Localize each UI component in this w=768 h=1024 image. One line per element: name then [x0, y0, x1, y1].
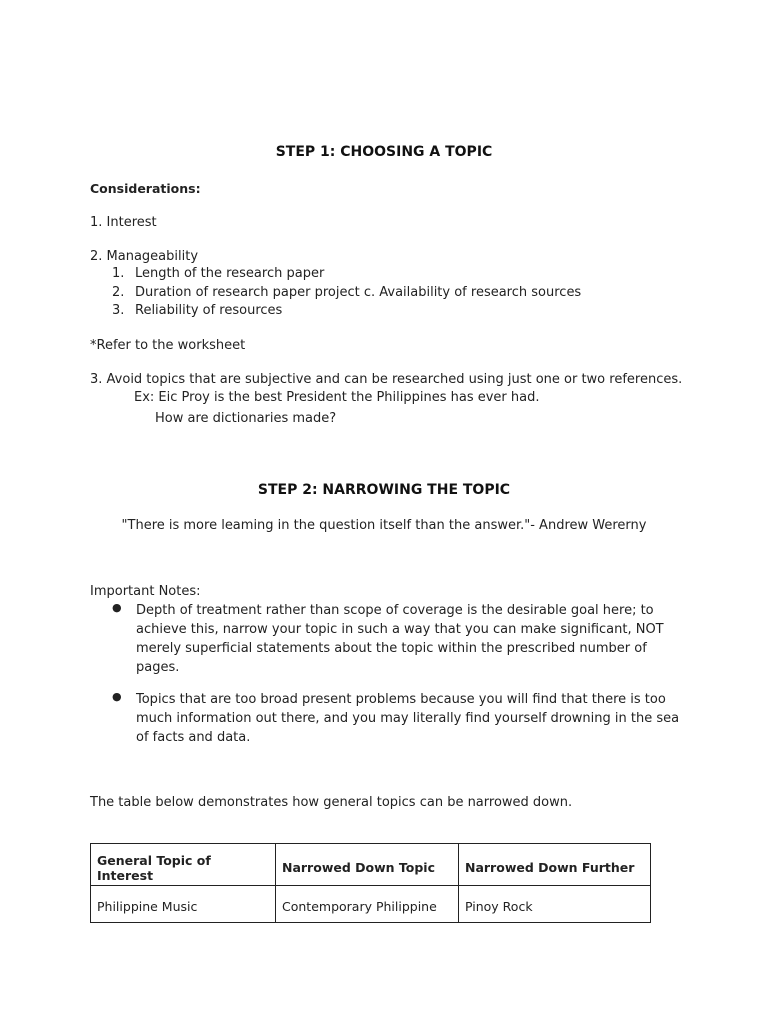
important-notes-label: Important Notes:: [90, 584, 201, 599]
bullet-icon: ●: [112, 690, 122, 703]
consideration-interest: 1. Interest: [90, 215, 157, 230]
table-header-row: [91, 844, 651, 886]
subitem-text: Length of the research paper: [135, 266, 325, 281]
table-cell: Philippine Music: [91, 886, 276, 923]
worksheet-note: *Refer to the worksheet: [90, 338, 246, 353]
topics-table: [90, 843, 651, 923]
step1-title: STEP 1: CHOOSING A TOPIC: [275, 144, 493, 160]
note-text: Topics that are too broad present problems because you will find that there is too much information out there, and you may literally find yourself drowning in the sea of facts and data.: [136, 692, 680, 745]
example-line-1: Ex: Eic Proy is the best President the Philippines has ever had.: [134, 390, 540, 405]
subitem-number: 3.: [112, 303, 125, 318]
considerations-label: Considerations:: [90, 181, 201, 196]
table-header-cell: Narrowed Down Further: [459, 844, 651, 886]
example-line-2: How are dictionaries made?: [155, 411, 337, 426]
table-header-cell: General Topic of Interest: [91, 844, 276, 886]
table-header-cell: Narrowed Down Topic: [276, 844, 459, 886]
note-bullet: [112, 690, 682, 747]
table-row: [91, 886, 651, 923]
consideration-manageability: 2. Manageability: [90, 249, 199, 264]
subitem-text: Duration of research paper project c. Availability of research sources: [135, 285, 582, 300]
subitem-text: Reliability of resources: [135, 303, 283, 318]
step2-title: STEP 2: NARROWING THE TOPIC: [257, 482, 511, 498]
bullet-icon: ●: [112, 601, 122, 614]
table-intro: The table below demonstrates how general topics can be narrowed down.: [90, 795, 573, 810]
quote: "There is more leaming in the question itself than the answer."- Andrew Wererny: [121, 518, 647, 533]
note-text: Depth of treatment rather than scope of coverage is the desirable goal here; to achieve this, narrow your topic in such a way that you can make significant, NOT merely superficial statements about the topic within the prescribed number of pages.: [136, 603, 664, 675]
table-cell: Pinoy Rock: [459, 886, 651, 923]
subitem-number: 1.: [112, 266, 125, 281]
subitem-number: 2.: [112, 285, 125, 300]
table-cell: Contemporary Philippine: [276, 886, 459, 923]
consideration-avoid-subjective: 3. Avoid topics that are subjective and can be researched using just one or two references.: [90, 372, 683, 387]
note-bullet: [112, 601, 682, 677]
